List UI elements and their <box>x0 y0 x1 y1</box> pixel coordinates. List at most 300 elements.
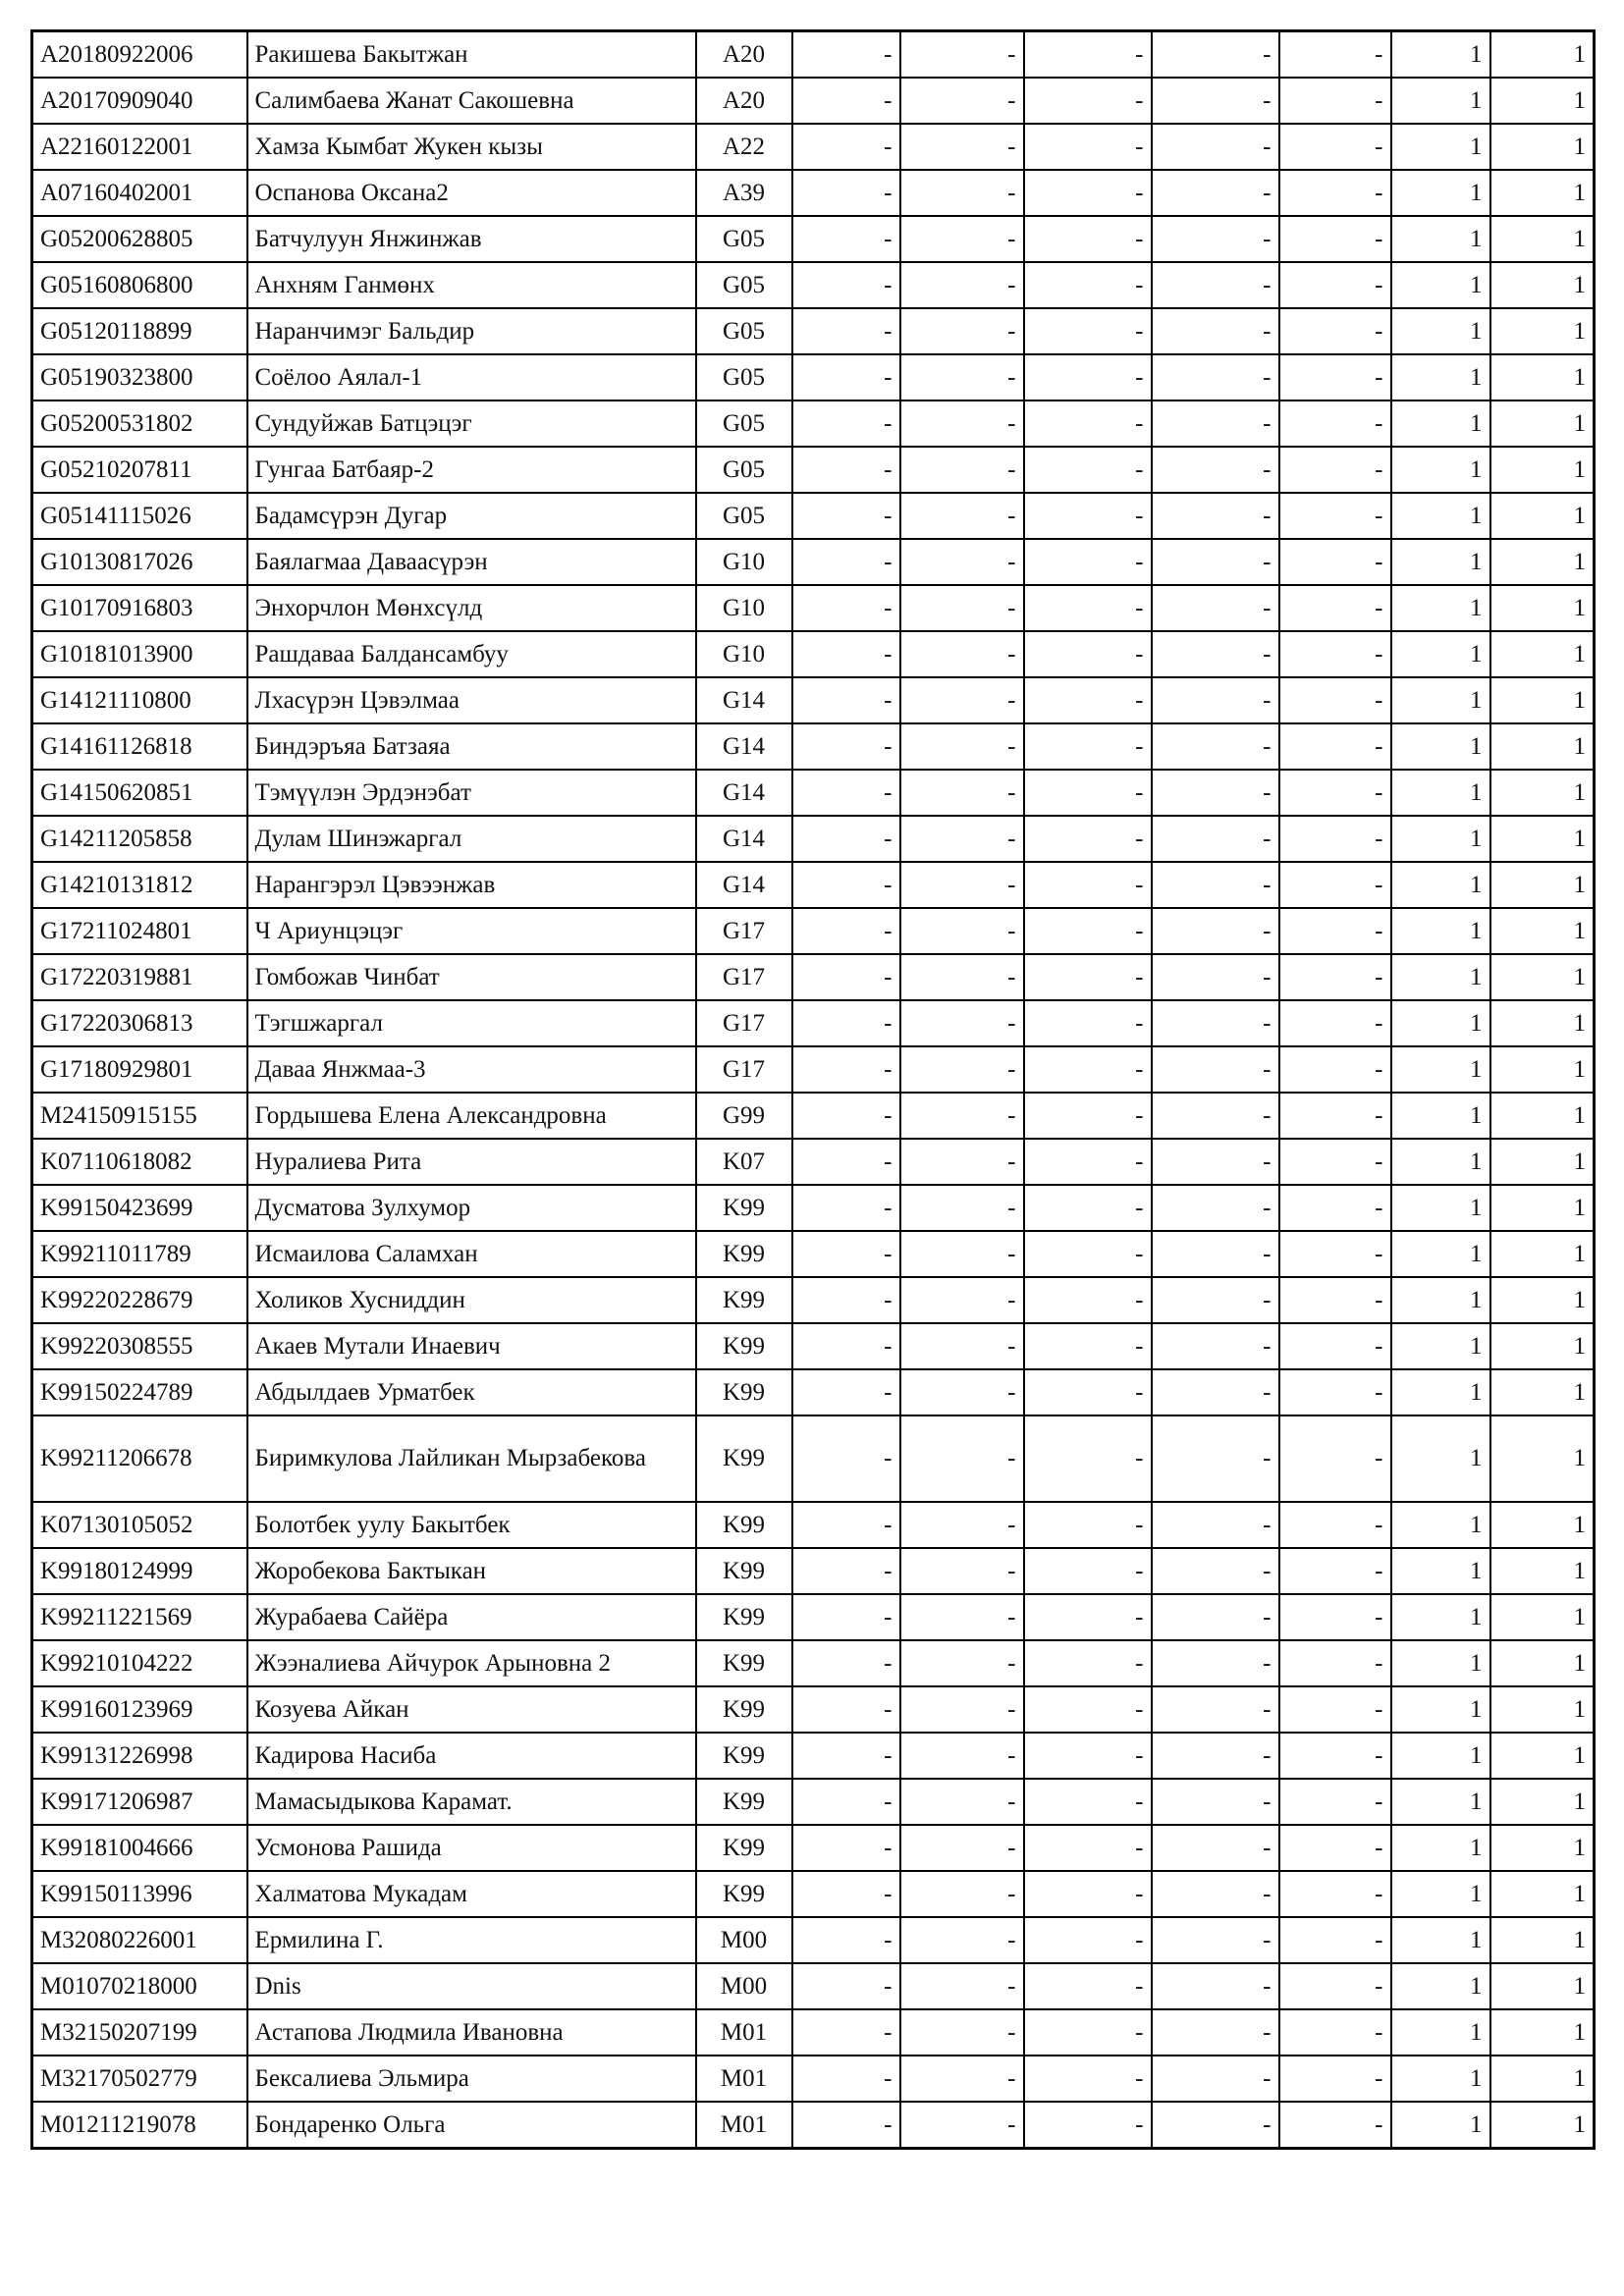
value-cell-3: - <box>1024 2056 1152 2102</box>
value-cell-4: - <box>1152 124 1279 170</box>
group-code-cell: G10 <box>696 631 792 677</box>
member-id-cell: G05190323800 <box>32 354 247 400</box>
member-id-cell: M01070218000 <box>32 1963 247 2009</box>
value-cell-2: - <box>900 1415 1024 1502</box>
value-cell-5: - <box>1279 1917 1391 1963</box>
value-cell-4: - <box>1152 862 1279 908</box>
value-cell-7: 1 <box>1490 1046 1595 1093</box>
member-table <box>30 29 1596 2150</box>
member-name-cell: Мамасыдыкова Карамат. <box>247 1779 696 1825</box>
value-cell-1: - <box>792 1000 900 1046</box>
member-id-cell: G10130817026 <box>32 539 247 585</box>
member-name-cell: Dnis <box>247 1963 696 2009</box>
member-name-cell: Сундуйжав Батцэцэг <box>247 400 696 447</box>
table-row <box>32 908 1595 954</box>
value-cell-3: - <box>1024 908 1152 954</box>
value-cell-1: - <box>792 816 900 862</box>
group-code-cell: K99 <box>696 1548 792 1594</box>
value-cell-5: - <box>1279 1502 1391 1548</box>
value-cell-1: - <box>792 539 900 585</box>
value-cell-6: 1 <box>1391 954 1490 1000</box>
value-cell-2: - <box>900 2009 1024 2056</box>
value-cell-4: - <box>1152 770 1279 816</box>
value-cell-4: - <box>1152 2009 1279 2056</box>
value-cell-5: - <box>1279 1139 1391 1185</box>
value-cell-4: - <box>1152 1502 1279 1548</box>
value-cell-5: - <box>1279 1000 1391 1046</box>
value-cell-3: - <box>1024 1000 1152 1046</box>
value-cell-4: - <box>1152 631 1279 677</box>
value-cell-7: 1 <box>1490 1825 1595 1871</box>
value-cell-3: - <box>1024 1640 1152 1686</box>
value-cell-6: 1 <box>1391 1185 1490 1231</box>
value-cell-4: - <box>1152 1779 1279 1825</box>
value-cell-5: - <box>1279 1779 1391 1825</box>
value-cell-4: - <box>1152 1548 1279 1594</box>
table-row <box>32 216 1595 262</box>
group-code-cell: G14 <box>696 677 792 723</box>
value-cell-3: - <box>1024 1046 1152 1093</box>
value-cell-7: 1 <box>1490 954 1595 1000</box>
value-cell-3: - <box>1024 1779 1152 1825</box>
value-cell-6: 1 <box>1391 1415 1490 1502</box>
table-row <box>32 308 1595 354</box>
member-id-cell: K99171206987 <box>32 1779 247 1825</box>
member-name-cell: Даваа Янжмаа-3 <box>247 1046 696 1093</box>
value-cell-3: - <box>1024 78 1152 124</box>
value-cell-6: 1 <box>1391 31 1490 79</box>
member-id-cell: A20170909040 <box>32 78 247 124</box>
value-cell-6: 1 <box>1391 1323 1490 1369</box>
member-id-cell: K99210104222 <box>32 1640 247 1686</box>
value-cell-7: 1 <box>1490 1185 1595 1231</box>
value-cell-1: - <box>792 1917 900 1963</box>
value-cell-1: - <box>792 954 900 1000</box>
value-cell-1: - <box>792 631 900 677</box>
value-cell-1: - <box>792 1139 900 1185</box>
member-id-cell: M32080226001 <box>32 1917 247 1963</box>
member-id-cell: K99131226998 <box>32 1733 247 1779</box>
value-cell-1: - <box>792 2102 900 2149</box>
value-cell-3: - <box>1024 1502 1152 1548</box>
member-name-cell: Бондаренко Ольга <box>247 2102 696 2149</box>
group-code-cell: A20 <box>696 31 792 79</box>
value-cell-7: 1 <box>1490 1415 1595 1502</box>
member-name-cell: Биримкулова Лайликан Мырзабекова <box>247 1415 696 1502</box>
value-cell-2: - <box>900 770 1024 816</box>
value-cell-2: - <box>900 585 1024 631</box>
value-cell-3: - <box>1024 1323 1152 1369</box>
value-cell-5: - <box>1279 1185 1391 1231</box>
value-cell-7: 1 <box>1490 124 1595 170</box>
table-row <box>32 631 1595 677</box>
value-cell-5: - <box>1279 31 1391 79</box>
member-name-cell: Жоробекова Бактыкан <box>247 1548 696 1594</box>
value-cell-2: - <box>900 1963 1024 2009</box>
table-row <box>32 1231 1595 1277</box>
value-cell-1: - <box>792 1963 900 2009</box>
value-cell-1: - <box>792 1825 900 1871</box>
value-cell-7: 1 <box>1490 1779 1595 1825</box>
member-id-cell: K99181004666 <box>32 1825 247 1871</box>
table-row <box>32 262 1595 308</box>
table-row <box>32 170 1595 216</box>
table-row <box>32 1502 1595 1548</box>
value-cell-2: - <box>900 723 1024 770</box>
table-row <box>32 2009 1595 2056</box>
value-cell-2: - <box>900 262 1024 308</box>
value-cell-4: - <box>1152 1825 1279 1871</box>
table-row <box>32 1185 1595 1231</box>
table-row <box>32 1640 1595 1686</box>
group-code-cell: K99 <box>696 1640 792 1686</box>
value-cell-6: 1 <box>1391 539 1490 585</box>
member-id-cell: M24150915155 <box>32 1093 247 1139</box>
value-cell-5: - <box>1279 493 1391 539</box>
group-code-cell: K99 <box>696 1594 792 1640</box>
value-cell-2: - <box>900 447 1024 493</box>
value-cell-6: 1 <box>1391 400 1490 447</box>
value-cell-2: - <box>900 2102 1024 2149</box>
value-cell-1: - <box>792 78 900 124</box>
member-name-cell: Болотбек уулу Бакытбек <box>247 1502 696 1548</box>
group-code-cell: G10 <box>696 539 792 585</box>
value-cell-3: - <box>1024 723 1152 770</box>
value-cell-4: - <box>1152 78 1279 124</box>
value-cell-1: - <box>792 862 900 908</box>
value-cell-7: 1 <box>1490 723 1595 770</box>
value-cell-3: - <box>1024 493 1152 539</box>
value-cell-4: - <box>1152 1369 1279 1415</box>
member-name-cell: Хамза Кымбат Жукен кызы <box>247 124 696 170</box>
value-cell-1: - <box>792 1686 900 1733</box>
value-cell-5: - <box>1279 816 1391 862</box>
group-code-cell: A39 <box>696 170 792 216</box>
value-cell-2: - <box>900 124 1024 170</box>
value-cell-1: - <box>792 1323 900 1369</box>
value-cell-4: - <box>1152 1963 1279 2009</box>
value-cell-5: - <box>1279 1733 1391 1779</box>
value-cell-5: - <box>1279 1369 1391 1415</box>
member-name-cell: Ч Ариунцэцэг <box>247 908 696 954</box>
value-cell-7: 1 <box>1490 816 1595 862</box>
value-cell-6: 1 <box>1391 216 1490 262</box>
member-id-cell: A22160122001 <box>32 124 247 170</box>
group-code-cell: M00 <box>696 1917 792 1963</box>
group-code-cell: G17 <box>696 954 792 1000</box>
table-row <box>32 493 1595 539</box>
value-cell-6: 1 <box>1391 1548 1490 1594</box>
value-cell-6: 1 <box>1391 816 1490 862</box>
table-row <box>32 31 1595 79</box>
value-cell-4: - <box>1152 1594 1279 1640</box>
group-code-cell: M01 <box>696 2102 792 2149</box>
member-id-cell: G14161126818 <box>32 723 247 770</box>
value-cell-4: - <box>1152 1277 1279 1323</box>
value-cell-3: - <box>1024 216 1152 262</box>
value-cell-7: 1 <box>1490 585 1595 631</box>
value-cell-3: - <box>1024 1369 1152 1415</box>
value-cell-2: - <box>900 1825 1024 1871</box>
value-cell-4: - <box>1152 308 1279 354</box>
value-cell-4: - <box>1152 1640 1279 1686</box>
value-cell-6: 1 <box>1391 2009 1490 2056</box>
value-cell-4: - <box>1152 1323 1279 1369</box>
group-code-cell: G17 <box>696 1046 792 1093</box>
value-cell-3: - <box>1024 1825 1152 1871</box>
value-cell-6: 1 <box>1391 170 1490 216</box>
member-name-cell: Акаев Мутали Инаевич <box>247 1323 696 1369</box>
value-cell-7: 1 <box>1490 1000 1595 1046</box>
value-cell-2: - <box>900 1000 1024 1046</box>
member-id-cell: G14211205858 <box>32 816 247 862</box>
value-cell-6: 1 <box>1391 1000 1490 1046</box>
member-name-cell: Халматова Мукадам <box>247 1871 696 1917</box>
value-cell-2: - <box>900 1323 1024 1369</box>
value-cell-1: - <box>792 308 900 354</box>
group-code-cell: K99 <box>696 1871 792 1917</box>
member-name-cell: Наранчимэг Бальдир <box>247 308 696 354</box>
value-cell-2: - <box>900 539 1024 585</box>
member-name-cell: Кадирова Насиба <box>247 1733 696 1779</box>
value-cell-5: - <box>1279 908 1391 954</box>
value-cell-1: - <box>792 1185 900 1231</box>
group-code-cell: G05 <box>696 262 792 308</box>
value-cell-6: 1 <box>1391 1139 1490 1185</box>
value-cell-4: - <box>1152 816 1279 862</box>
value-cell-1: - <box>792 2056 900 2102</box>
value-cell-6: 1 <box>1391 1917 1490 1963</box>
value-cell-4: - <box>1152 723 1279 770</box>
value-cell-4: - <box>1152 2056 1279 2102</box>
value-cell-1: - <box>792 1231 900 1277</box>
group-code-cell: G10 <box>696 585 792 631</box>
value-cell-1: - <box>792 1733 900 1779</box>
value-cell-7: 1 <box>1490 631 1595 677</box>
member-name-cell: Гомбожав Чинбат <box>247 954 696 1000</box>
value-cell-5: - <box>1279 862 1391 908</box>
member-name-cell: Энхорчлон Мөнхсүлд <box>247 585 696 631</box>
group-code-cell: G05 <box>696 308 792 354</box>
value-cell-6: 1 <box>1391 1046 1490 1093</box>
value-cell-2: - <box>900 2056 1024 2102</box>
value-cell-1: - <box>792 723 900 770</box>
value-cell-5: - <box>1279 447 1391 493</box>
value-cell-2: - <box>900 1502 1024 1548</box>
value-cell-1: - <box>792 1871 900 1917</box>
value-cell-3: - <box>1024 124 1152 170</box>
value-cell-2: - <box>900 1231 1024 1277</box>
group-code-cell: K99 <box>696 1231 792 1277</box>
value-cell-5: - <box>1279 1686 1391 1733</box>
value-cell-4: - <box>1152 354 1279 400</box>
value-cell-4: - <box>1152 1231 1279 1277</box>
value-cell-5: - <box>1279 1548 1391 1594</box>
member-name-cell: Тэгшжаргал <box>247 1000 696 1046</box>
member-name-cell: Оспанова Оксана2 <box>247 170 696 216</box>
member-id-cell: G05200531802 <box>32 400 247 447</box>
value-cell-6: 1 <box>1391 78 1490 124</box>
value-cell-7: 1 <box>1490 2102 1595 2149</box>
member-name-cell: Абдылдаев Урматбек <box>247 1369 696 1415</box>
value-cell-5: - <box>1279 124 1391 170</box>
value-cell-6: 1 <box>1391 1277 1490 1323</box>
value-cell-6: 1 <box>1391 1825 1490 1871</box>
value-cell-3: - <box>1024 862 1152 908</box>
value-cell-5: - <box>1279 954 1391 1000</box>
value-cell-6: 1 <box>1391 1231 1490 1277</box>
table-row <box>32 354 1595 400</box>
member-name-cell: Батчулуун Янжинжав <box>247 216 696 262</box>
table-row <box>32 400 1595 447</box>
member-id-cell: A07160402001 <box>32 170 247 216</box>
value-cell-1: - <box>792 677 900 723</box>
value-cell-1: - <box>792 1277 900 1323</box>
member-id-cell: G05141115026 <box>32 493 247 539</box>
value-cell-3: - <box>1024 539 1152 585</box>
value-cell-2: - <box>900 1093 1024 1139</box>
group-code-cell: A20 <box>696 78 792 124</box>
value-cell-7: 1 <box>1490 400 1595 447</box>
table-row <box>32 1779 1595 1825</box>
value-cell-3: - <box>1024 1733 1152 1779</box>
group-code-cell: K99 <box>696 1502 792 1548</box>
value-cell-5: - <box>1279 1825 1391 1871</box>
value-cell-5: - <box>1279 723 1391 770</box>
value-cell-4: - <box>1152 1415 1279 1502</box>
member-name-cell: Астапова Людмила Ивановна <box>247 2009 696 2056</box>
member-id-cell: M32170502779 <box>32 2056 247 2102</box>
value-cell-6: 1 <box>1391 308 1490 354</box>
value-cell-2: - <box>900 1277 1024 1323</box>
value-cell-3: - <box>1024 1594 1152 1640</box>
group-code-cell: G05 <box>696 400 792 447</box>
value-cell-5: - <box>1279 1640 1391 1686</box>
member-name-cell: Дусматова Зулхумор <box>247 1185 696 1231</box>
member-id-cell: G17220319881 <box>32 954 247 1000</box>
value-cell-2: - <box>900 1594 1024 1640</box>
group-code-cell: K99 <box>696 1415 792 1502</box>
value-cell-7: 1 <box>1490 908 1595 954</box>
value-cell-4: - <box>1152 216 1279 262</box>
value-cell-6: 1 <box>1391 1502 1490 1548</box>
value-cell-5: - <box>1279 400 1391 447</box>
member-id-cell: K99150423699 <box>32 1185 247 1231</box>
group-code-cell: G17 <box>696 1000 792 1046</box>
member-name-cell: Козуева Айкан <box>247 1686 696 1733</box>
value-cell-2: - <box>900 493 1024 539</box>
value-cell-7: 1 <box>1490 354 1595 400</box>
value-cell-2: - <box>900 400 1024 447</box>
value-cell-1: - <box>792 1415 900 1502</box>
value-cell-6: 1 <box>1391 1733 1490 1779</box>
value-cell-4: - <box>1152 1733 1279 1779</box>
value-cell-4: - <box>1152 31 1279 79</box>
table-row <box>32 585 1595 631</box>
member-id-cell: G05210207811 <box>32 447 247 493</box>
table-row <box>32 447 1595 493</box>
member-name-cell: Дулам Шинэжаргал <box>247 816 696 862</box>
value-cell-6: 1 <box>1391 862 1490 908</box>
value-cell-4: - <box>1152 1000 1279 1046</box>
member-name-cell: Анхням Ганмөнх <box>247 262 696 308</box>
value-cell-7: 1 <box>1490 216 1595 262</box>
group-code-cell: G05 <box>696 493 792 539</box>
member-name-cell: Усмонова Рашида <box>247 1825 696 1871</box>
value-cell-3: - <box>1024 170 1152 216</box>
value-cell-6: 1 <box>1391 723 1490 770</box>
value-cell-6: 1 <box>1391 1594 1490 1640</box>
value-cell-7: 1 <box>1490 31 1595 79</box>
table-row <box>32 2102 1595 2149</box>
member-id-cell: G10181013900 <box>32 631 247 677</box>
value-cell-5: - <box>1279 354 1391 400</box>
table-row <box>32 124 1595 170</box>
value-cell-5: - <box>1279 1093 1391 1139</box>
value-cell-3: - <box>1024 1917 1152 1963</box>
value-cell-4: - <box>1152 539 1279 585</box>
value-cell-3: - <box>1024 1871 1152 1917</box>
value-cell-4: - <box>1152 954 1279 1000</box>
member-name-cell: Соёлоо Аялал-1 <box>247 354 696 400</box>
value-cell-6: 1 <box>1391 493 1490 539</box>
member-id-cell: G05120118899 <box>32 308 247 354</box>
member-id-cell: K99150113996 <box>32 1871 247 1917</box>
value-cell-2: - <box>900 31 1024 79</box>
value-cell-1: - <box>792 354 900 400</box>
value-cell-1: - <box>792 1594 900 1640</box>
table-row <box>32 1000 1595 1046</box>
value-cell-1: - <box>792 124 900 170</box>
value-cell-4: - <box>1152 1871 1279 1917</box>
member-id-cell: K99180124999 <box>32 1548 247 1594</box>
value-cell-2: - <box>900 1139 1024 1185</box>
value-cell-2: - <box>900 1686 1024 1733</box>
member-name-cell: Бексалиева Эльмира <box>247 2056 696 2102</box>
value-cell-4: - <box>1152 400 1279 447</box>
value-cell-3: - <box>1024 770 1152 816</box>
value-cell-5: - <box>1279 308 1391 354</box>
value-cell-3: - <box>1024 631 1152 677</box>
member-id-cell: G17180929801 <box>32 1046 247 1093</box>
value-cell-4: - <box>1152 170 1279 216</box>
table-row <box>32 1871 1595 1917</box>
value-cell-2: - <box>900 216 1024 262</box>
value-cell-2: - <box>900 908 1024 954</box>
value-cell-1: - <box>792 1046 900 1093</box>
value-cell-2: - <box>900 1046 1024 1093</box>
value-cell-1: - <box>792 585 900 631</box>
value-cell-7: 1 <box>1490 1548 1595 1594</box>
value-cell-2: - <box>900 631 1024 677</box>
value-cell-6: 1 <box>1391 1779 1490 1825</box>
value-cell-7: 1 <box>1490 1686 1595 1733</box>
member-id-cell: M01211219078 <box>32 2102 247 2149</box>
table-row <box>32 954 1595 1000</box>
value-cell-5: - <box>1279 770 1391 816</box>
value-cell-7: 1 <box>1490 1871 1595 1917</box>
value-cell-3: - <box>1024 1139 1152 1185</box>
value-cell-3: - <box>1024 585 1152 631</box>
group-code-cell: G14 <box>696 723 792 770</box>
member-name-cell: Тэмүүлэн Эрдэнэбат <box>247 770 696 816</box>
value-cell-7: 1 <box>1490 1369 1595 1415</box>
value-cell-3: - <box>1024 308 1152 354</box>
member-id-cell: K99150224789 <box>32 1369 247 1415</box>
member-name-cell: Нарангэрэл Цэвээнжав <box>247 862 696 908</box>
group-code-cell: K99 <box>696 1277 792 1323</box>
value-cell-6: 1 <box>1391 1369 1490 1415</box>
